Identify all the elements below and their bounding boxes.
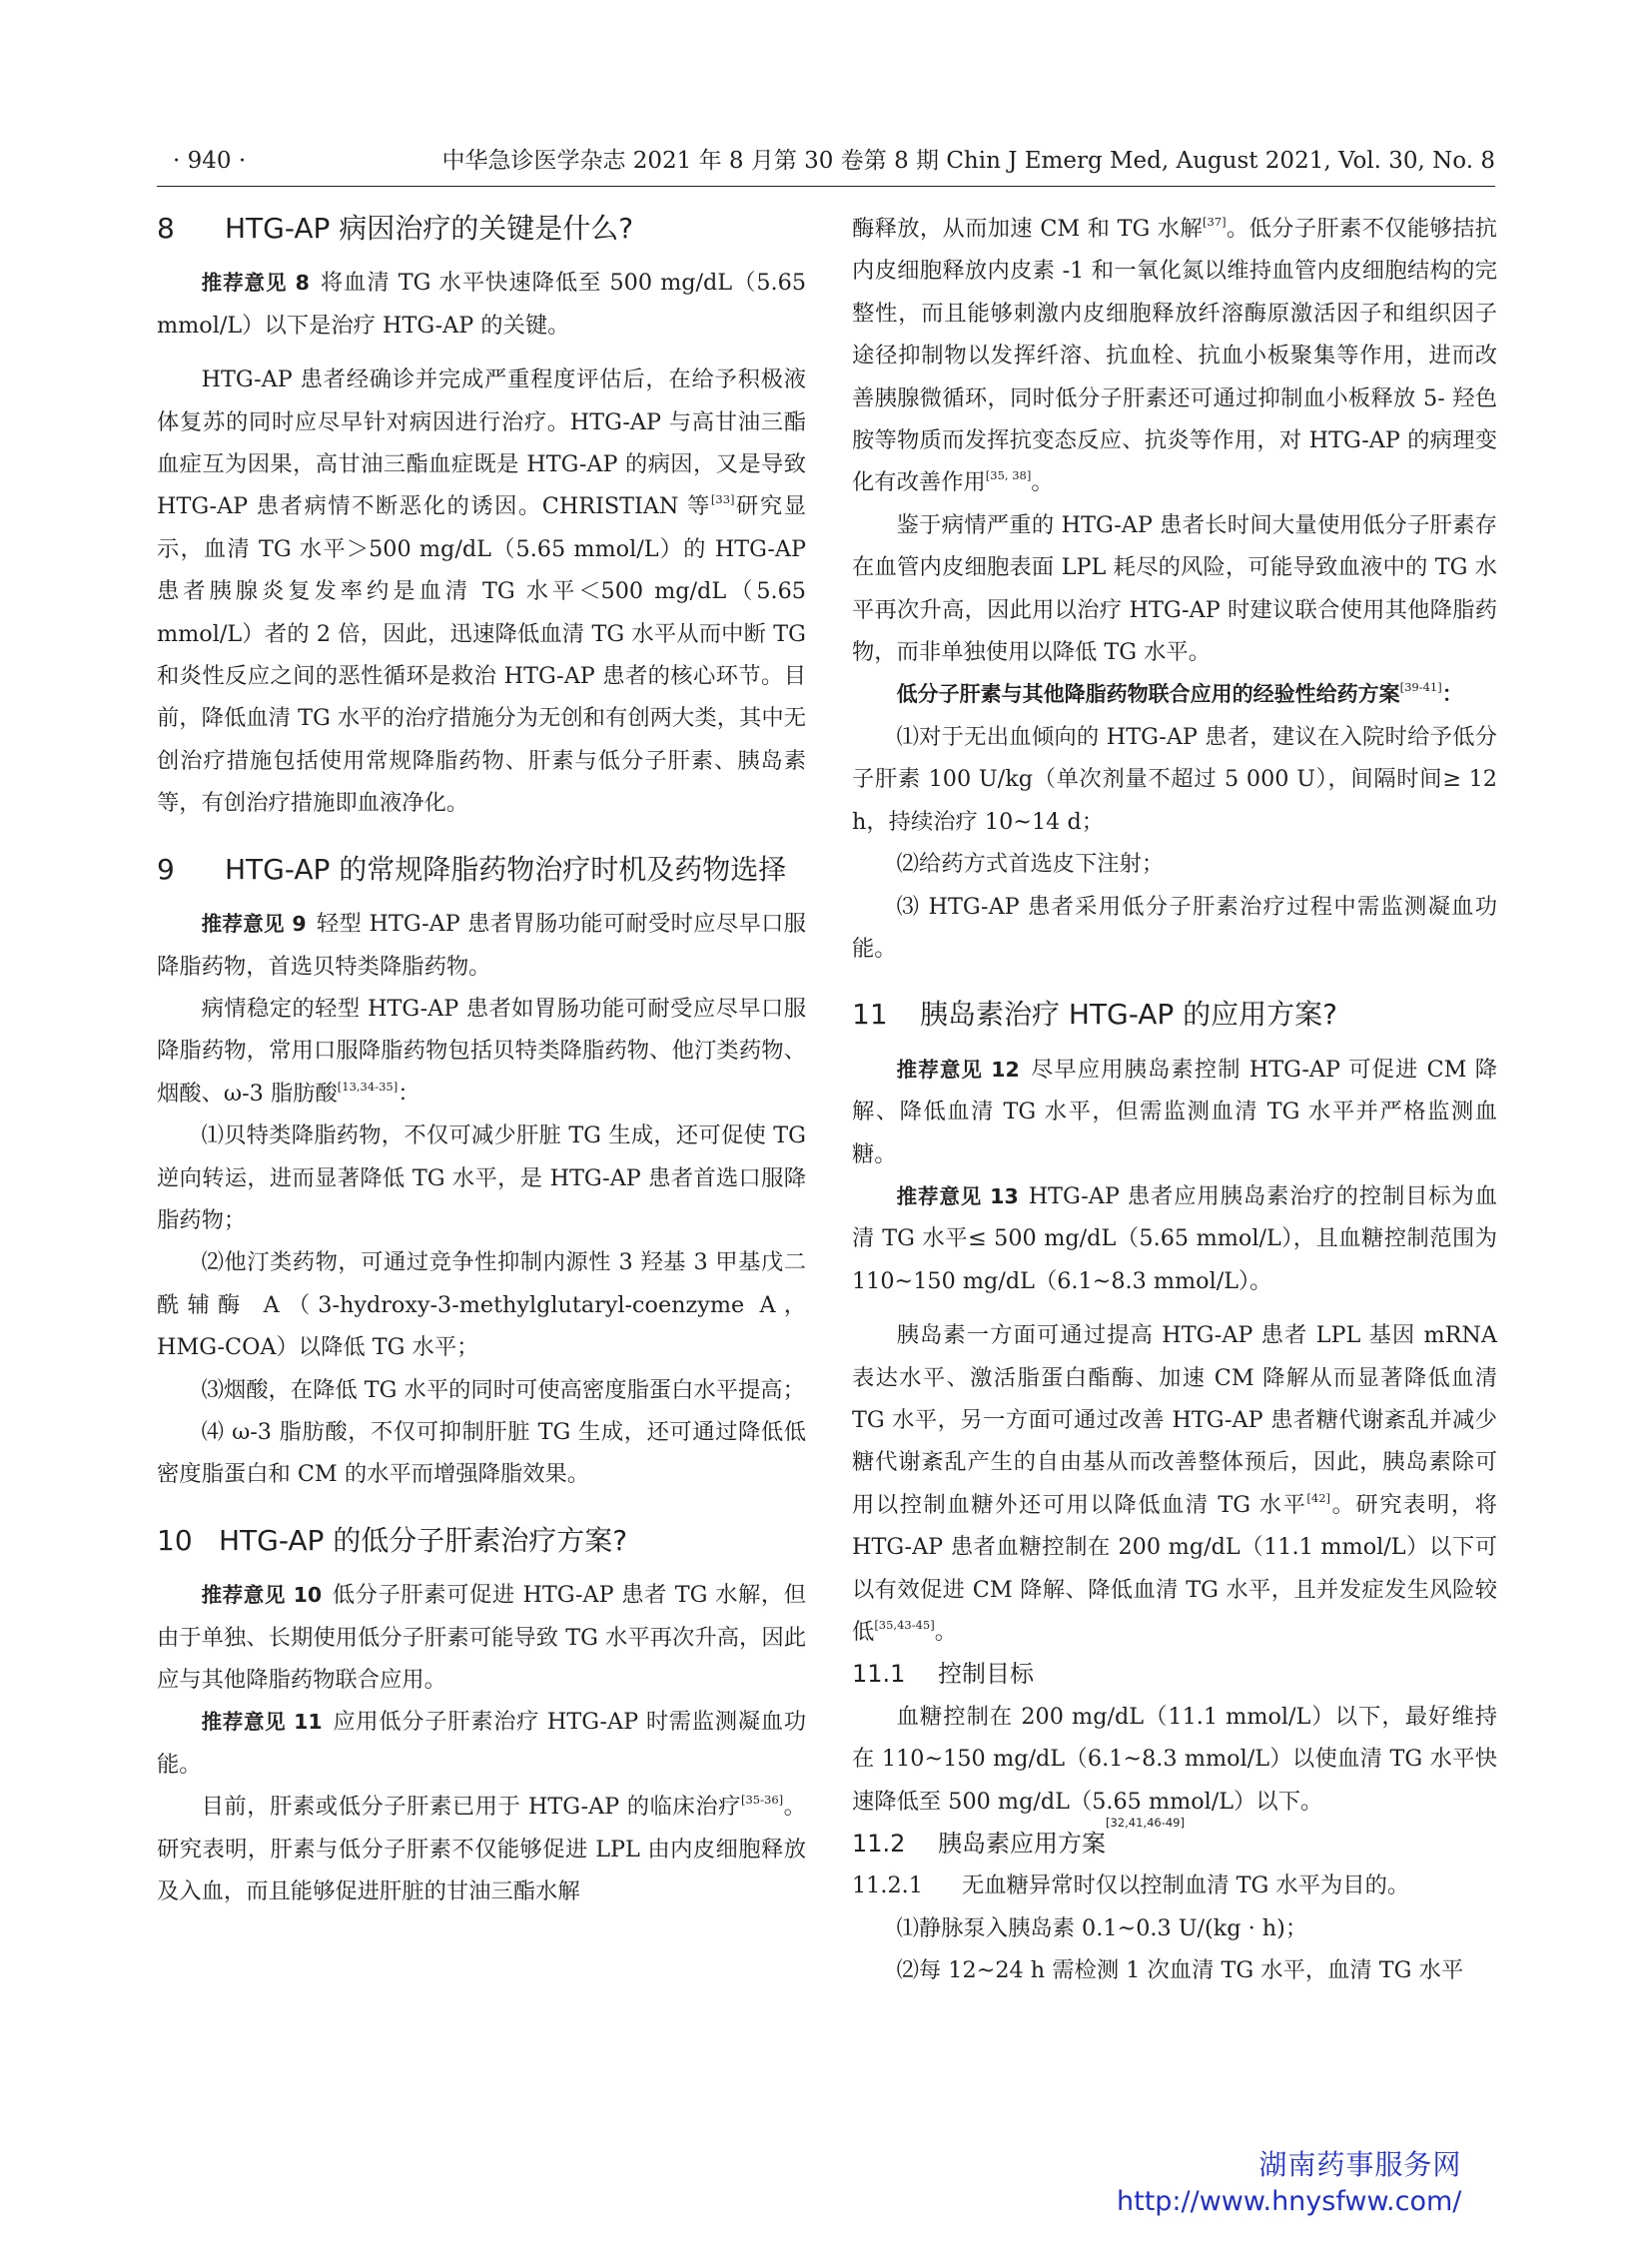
regimen-heading (852, 673, 1497, 715)
paragraph-text: ： (398, 1080, 420, 1107)
recommendation-11 (157, 1701, 806, 1786)
section-title: 胰岛素治疗 HTG-AP 的应用方案? (920, 998, 1338, 1032)
recommendation-text: 将血清 TG 水平快速降低至 500 mg/dL（5.65 mmol/L）以下是治疗 HTG-AP 的关键。 (157, 270, 807, 339)
paragraph: 血糖控制在 200 mg/dL（11.1 mmol/L）以下，最好维持在 110~150 mg/dL（6.1~8.3 mmol/L）以使血清 TG 水平快速降低至 500 mg/dL（5.65 mmol/L）以下。 (852, 1703, 1497, 1815)
recommendation-text: 轻型 HTG-AP 患者胃肠功能可耐受时应尽早口服降脂药物，首选贝特类降脂药物。 (157, 911, 806, 980)
paragraph (852, 208, 1497, 504)
page-number: · 940 · (173, 148, 247, 174)
subsection-number: 11.1 (852, 1660, 906, 1689)
section-title: HTG-AP 的低分子肝素治疗方案? (219, 1523, 628, 1557)
paragraph (157, 988, 806, 1115)
paragraph-text: 研究显示，血清 TG 水平＞500 mg/dL（5.65 mmol/L）的 HTG-AP 患者胰腺炎复发率约是血清 TG 水平＜500 mg/dL（5.65 mmol/L）者的 2 倍，因此，迅速降低血清 TG 水平从而中断 TG 和炎性反应之间的恶性循环是救治 HTG-AP 患者的核心环节。目前，降低血清 TG 水平的治疗措施分为无创和有创两大类，其中无创治疗措施包括使用常规降脂药物、肝素与低分子肝素、胰岛素等，有创治疗措施即血液净化。 (157, 493, 806, 817)
section-number: 10 (157, 1523, 193, 1557)
paragraph-text: 。研究表明，将 HTG-AP 患者血糖控制在 200 mg/dL（11.1 mmol/L）以下可以有效促进 CM 降解、降低血清 TG 水平，且并发症发生风险较低 (852, 1491, 1497, 1645)
paragraph-text: 胰岛素一方面可通过提高 HTG-AP 患者 LPL 基因 mRNA 表达水平、激活脂蛋白酯酶、加速 CM 降解从而显著降低血清 TG 水平，另一方面可通过改善 HTG-AP 患者糖代谢紊乱并减少糖代谢紊乱产生的自由基从而改善整体预后，因此，胰岛素除可用以控制血糖外还可用以降低血清 TG 水平 (852, 1322, 1497, 1518)
citation: [37] (1202, 215, 1227, 229)
paragraph-text: 酶释放，从而加速 CM 和 TG 水解 (852, 216, 1203, 242)
recommendation-label: 推荐意见 8 (201, 271, 310, 296)
list-item: ⑵给药方式首选皮下注射； (896, 851, 1165, 878)
list-item: ⑵他汀类药物，可通过竞争性抑制内源性 3 羟基 3 甲基戊二酰辅酶 A（3-hydroxy-3-methylglutaryl-coenzyme A，HMG-COA）以降低 TG 水平； (157, 1249, 806, 1361)
recommendation-text: 尽早应用胰岛素控制 HTG-AP 可促进 CM 降解、降低血清 TG 水平，但需监测血清 TG 水平并严格监测血糖。 (852, 1056, 1498, 1167)
bold-text: ： (1441, 682, 1463, 707)
list-item: ⑶ HTG-AP 患者采用低分子肝素治疗过程中需监测凝血功能。 (852, 893, 1497, 962)
subsection-number: 11.2 (852, 1830, 906, 1859)
citation: [35-36] (741, 1793, 784, 1808)
recommendation-10 (157, 1574, 806, 1701)
watermark (1117, 2145, 1461, 2219)
recommendation-label: 推荐意见 11 (201, 1710, 323, 1735)
left-column (157, 208, 806, 1912)
right-column (852, 208, 1497, 1992)
paragraph-text: HTG-AP 患者经确诊并完成严重程度评估后，在给予积极液体复苏的同时应尽早针对病因进行治疗。HTG-AP 与高甘油三酯血症互为因果，高甘油三酯血症既是 HTG-AP 的病因，又是导致 HTG-AP 患者病情不断恶化的诱因。CHRISTIAN 等 (157, 367, 806, 520)
watermark-site-name: 湖南药事服务网 (1258, 2148, 1462, 2181)
recommendation-8 (157, 262, 806, 347)
recommendation-13 (852, 1175, 1497, 1302)
citation: [35, 38] (985, 468, 1032, 483)
section-9-heading (157, 849, 806, 891)
paragraph (157, 1786, 806, 1912)
recommendation-text: 应用低分子肝素治疗 HTG-AP 时需监测凝血功能。 (157, 1709, 806, 1778)
section-title: HTG-AP 病因治疗的关键是什么? (225, 212, 634, 245)
recommendation-9 (157, 903, 806, 988)
paragraph-text: 。低分子肝素不仅能够拮抗内皮细胞释放内皮素 -1 和一氧化氮以维持血管内皮细胞结构的完整性，而且能够刺激内皮细胞释放纤溶酶原激活因子和组织因子途径抑制物以发挥纤溶、抗血栓、抗血小板聚集等作用，进而改善胰腺微循环，同时低分子肝素还可通过抑制血小板释放 5- 羟色胺等物质而发挥抗变态反应、抗炎等作用，对 HTG-AP 的病理变化有改善作用 (852, 216, 1497, 496)
list-item: ⑴对于无出血倾向的 HTG-AP 患者，建议在入院时给予低分子肝素 100 U/kg（单次剂量不超过 5 000 U），间隔时间≥ 12 h，持续治疗 10~14 d； (852, 723, 1497, 835)
section-8-heading (157, 208, 806, 250)
paragraph-text: 。研究表明，肝素与低分子肝素不仅能够促进 LPL 由内皮细胞释放及入血，而且能够促进肝脏的甘油三酯水解 (157, 1794, 806, 1905)
citation: [42] (1306, 1490, 1331, 1505)
paragraph (157, 359, 806, 824)
section-title: HTG-AP 的常规降脂药物治疗时机及药物选择 (225, 852, 787, 886)
subsection-11-1-heading (852, 1653, 1497, 1695)
list-item: ⑶烟酸，在降低 TG 水平的同时可使高密度脂蛋白水平提高； (201, 1376, 805, 1403)
citation: [13,34-35] (337, 1079, 399, 1094)
journal-citation: 中华急诊医学杂志 2021 年 8 月第 30 卷第 8 期 Chin J Emerg Med, August 2021, Vol. 30, No. 8 (441, 148, 1495, 174)
list-item: ⑷ ω-3 脂肪酸，不仅可抑制肝脏 TG 生成，还可通过降低低密度脂蛋白和 CM 的水平而增强降脂效果。 (157, 1418, 806, 1488)
paragraph-text: 目前，肝素或低分子肝素已用于 HTG-AP 的临床治疗 (201, 1794, 741, 1821)
section-10-heading (157, 1520, 806, 1562)
section-number: 8 (157, 212, 175, 245)
recommendation-label: 推荐意见 9 (201, 912, 307, 937)
list-item: ⑵每 12~24 h 需检测 1 次血清 TG 水平，血清 TG 水平 (896, 1957, 1464, 1984)
recommendation-label: 推荐意见 13 (896, 1183, 1019, 1208)
recommendation-text: 低分子肝素可促进 HTG-AP 患者 TG 水解，但由于单独、长期使用低分子肝素可能导致 TG 水平再次升高，因此应与其他降脂药物联合应用。 (157, 1582, 806, 1693)
paragraph (852, 1314, 1497, 1653)
section-11-heading (852, 994, 1497, 1036)
recommendation-label: 推荐意见 12 (896, 1057, 1020, 1082)
list-item: ⑴贝特类降脂药物，不仅可减少肝脏 TG 生成，还可促使 TG 逆向转运，进而显著降低 TG 水平，是 HTG-AP 患者首选口服降脂药物； (157, 1122, 806, 1233)
recommendation-12 (852, 1049, 1497, 1175)
subsection-title: 控制目标 (938, 1660, 1034, 1689)
subsection-title: 胰岛素应用方案 (938, 1830, 1106, 1859)
citation: [33] (710, 492, 735, 507)
subsection-11-2-1 (852, 1865, 1497, 1906)
paragraph-text: 。 (1031, 469, 1054, 496)
section-number: 11 (852, 998, 888, 1032)
citation: [32,41,46-49] (1106, 1816, 1185, 1831)
list-item: ⑴静脉泵入胰岛素 0.1~0.3 U/(kg · h)； (896, 1914, 1308, 1941)
citation: [39-41] (1399, 680, 1442, 695)
recommendation-label: 推荐意见 10 (201, 1583, 323, 1608)
page-header (157, 146, 1495, 187)
paragraph-text: 病情稳定的轻型 HTG-AP 患者如胃肠功能可耐受应尽早口服降脂药物，常用口服降脂药物包括贝特类降脂药物、他汀类药物、烟酸、ω-3 脂肪酸 (157, 995, 806, 1107)
section-number: 9 (157, 852, 175, 886)
paragraph: 鉴于病情严重的 HTG-AP 患者长时间大量使用低分子肝素存在血管内皮细胞表面 LPL 耗尽的风险，可能导致血液中的 TG 水平再次升高，因此用以治疗 HTG-AP 时建议联合使用其他降脂药物，而非单独使用以降低 TG 水平。 (852, 511, 1497, 666)
subsection-11-2-heading (852, 1816, 1497, 1865)
bold-text: 低分子肝素与其他降脂药物联合应用的经验性给药方案 (896, 682, 1400, 707)
subsection-number: 11.2.1 (852, 1872, 923, 1899)
watermark-url[interactable]: http://www.hnysfww.com/ (1117, 2186, 1462, 2217)
paragraph-text: 。 (934, 1619, 958, 1645)
subsection-text: 无血糖异常时仅以控制血清 TG 水平为目的。 (962, 1872, 1410, 1899)
recommendation-text: HTG-AP 患者应用胰岛素治疗的控制目标为血清 TG 水平≤ 500 mg/dL（5.65 mmol/L），且血糖控制范围为 110~150 mg/dL（6.1~8.3 mmol/L）。 (852, 1182, 1497, 1294)
citation: [35,43-45] (874, 1618, 935, 1632)
